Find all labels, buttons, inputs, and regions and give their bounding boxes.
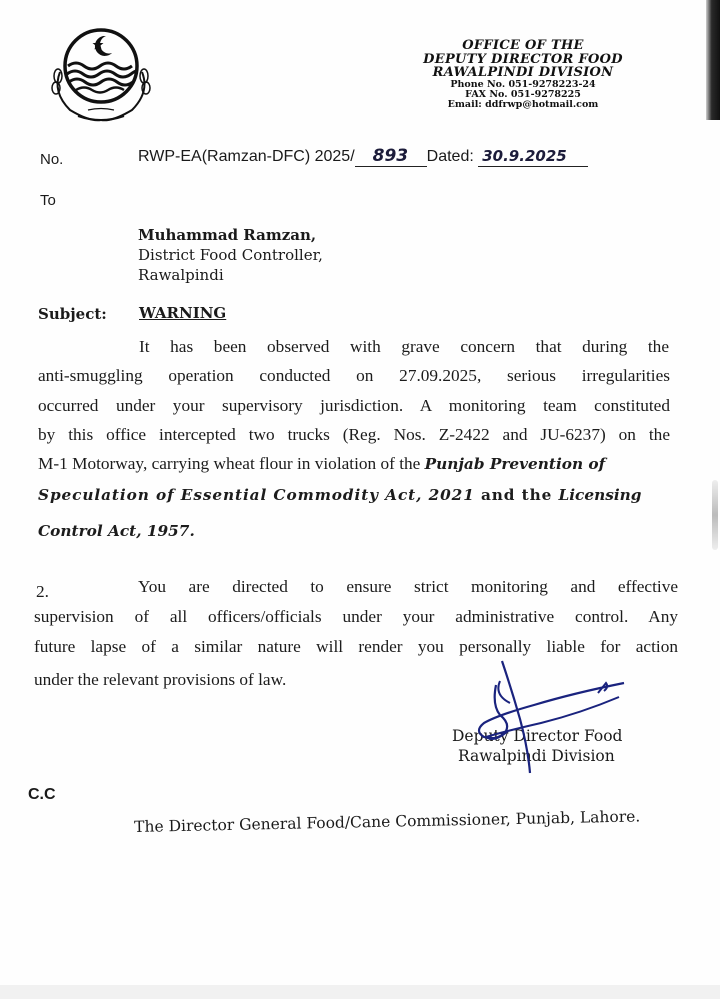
p2-line-4: under the relevant provisions of law.: [34, 670, 287, 689]
addressee-designation: District Food Controller,: [138, 246, 323, 264]
addressee-location: Rawalpindi: [138, 266, 224, 284]
addressee-name: Muhammad Ramzan,: [138, 226, 317, 244]
p1-line-5-text: M-1 Motorway, carrying wheat flour in violation of the: [38, 454, 425, 473]
scan-edge-shadow: [706, 0, 720, 120]
reference-number-field: [355, 146, 427, 167]
p2-line-1: You are directed to ensure strict monitoring and effective: [138, 577, 678, 596]
p1-line-2: anti-smuggling operation conducted on 27.09.2025, serious irregularities: [38, 366, 670, 385]
letterhead-phone: Phone No. 051-9278223-24: [450, 78, 596, 90]
signature-icon: [470, 655, 640, 775]
letterhead: [418, 39, 628, 110]
p2-line-3: future lapse of a similar nature will render you personally liable for action: [34, 637, 678, 656]
paper-fold-mark: [712, 480, 718, 550]
p1-line-7: [38, 521, 195, 541]
cc-recipient: The Director General Food/Cane Commissioner, Punjab, Lahore.: [134, 807, 641, 836]
p2-number: 2.: [36, 582, 49, 601]
p2-line-2: supervision of all officers/officials under your administrative control. Any: [34, 607, 678, 626]
act-name-part-2: Speculation of Essential Commodity Act, 2021: [38, 486, 475, 504]
p1-line-1: It has been observed with grave concern that during the: [139, 337, 669, 356]
and-the-text: and the: [474, 486, 559, 504]
background-strip: [0, 985, 720, 999]
cc-label: C.C: [28, 786, 56, 803]
p1-line-3: occurred under your supervisory jurisdiction. A monitoring team constituted: [38, 396, 670, 415]
reference-number: 893: [372, 146, 409, 166]
letterhead-division: RAWALPINDI DIVISION: [432, 65, 614, 81]
letterhead-designation: DEPUTY DIRECTOR FOOD: [423, 51, 623, 67]
date-field: [478, 147, 588, 167]
p1-line-6: [38, 485, 641, 505]
licensing-act-part-2: Control Act, 1957.: [38, 522, 195, 540]
letterhead-office: OFFICE OF THE: [462, 38, 584, 53]
p1-line-5: [38, 454, 674, 474]
date-value: 30.9.2025: [482, 147, 567, 165]
act-name-part-1: Punjab Prevention of: [424, 455, 606, 473]
to-label: To: [40, 192, 56, 209]
letterhead-email: Email: ddfrwp@hotmail.com: [447, 98, 599, 110]
dated-label: Dated:: [426, 148, 474, 165]
punjab-emblem-icon: [38, 22, 164, 126]
licensing-act-part-1: Licensing: [558, 486, 642, 504]
reference-line: [138, 146, 588, 167]
reference-prefix: RWP-EA(Ramzan-DFC) 2025/: [138, 148, 355, 165]
signatory-division: Rawalpindi Division: [458, 747, 615, 765]
letterhead-fax: FAX No. 051-9278225: [465, 88, 581, 100]
subject-value: WARNING: [139, 304, 227, 322]
subject-label: Subject:: [38, 305, 107, 323]
signatory-title: Deputy Director Food: [452, 727, 623, 745]
no-label: No.: [40, 151, 64, 168]
p1-line-4: by this office intercepted two trucks (Reg. Nos. Z-2422 and JU-6237) on the: [38, 425, 670, 444]
